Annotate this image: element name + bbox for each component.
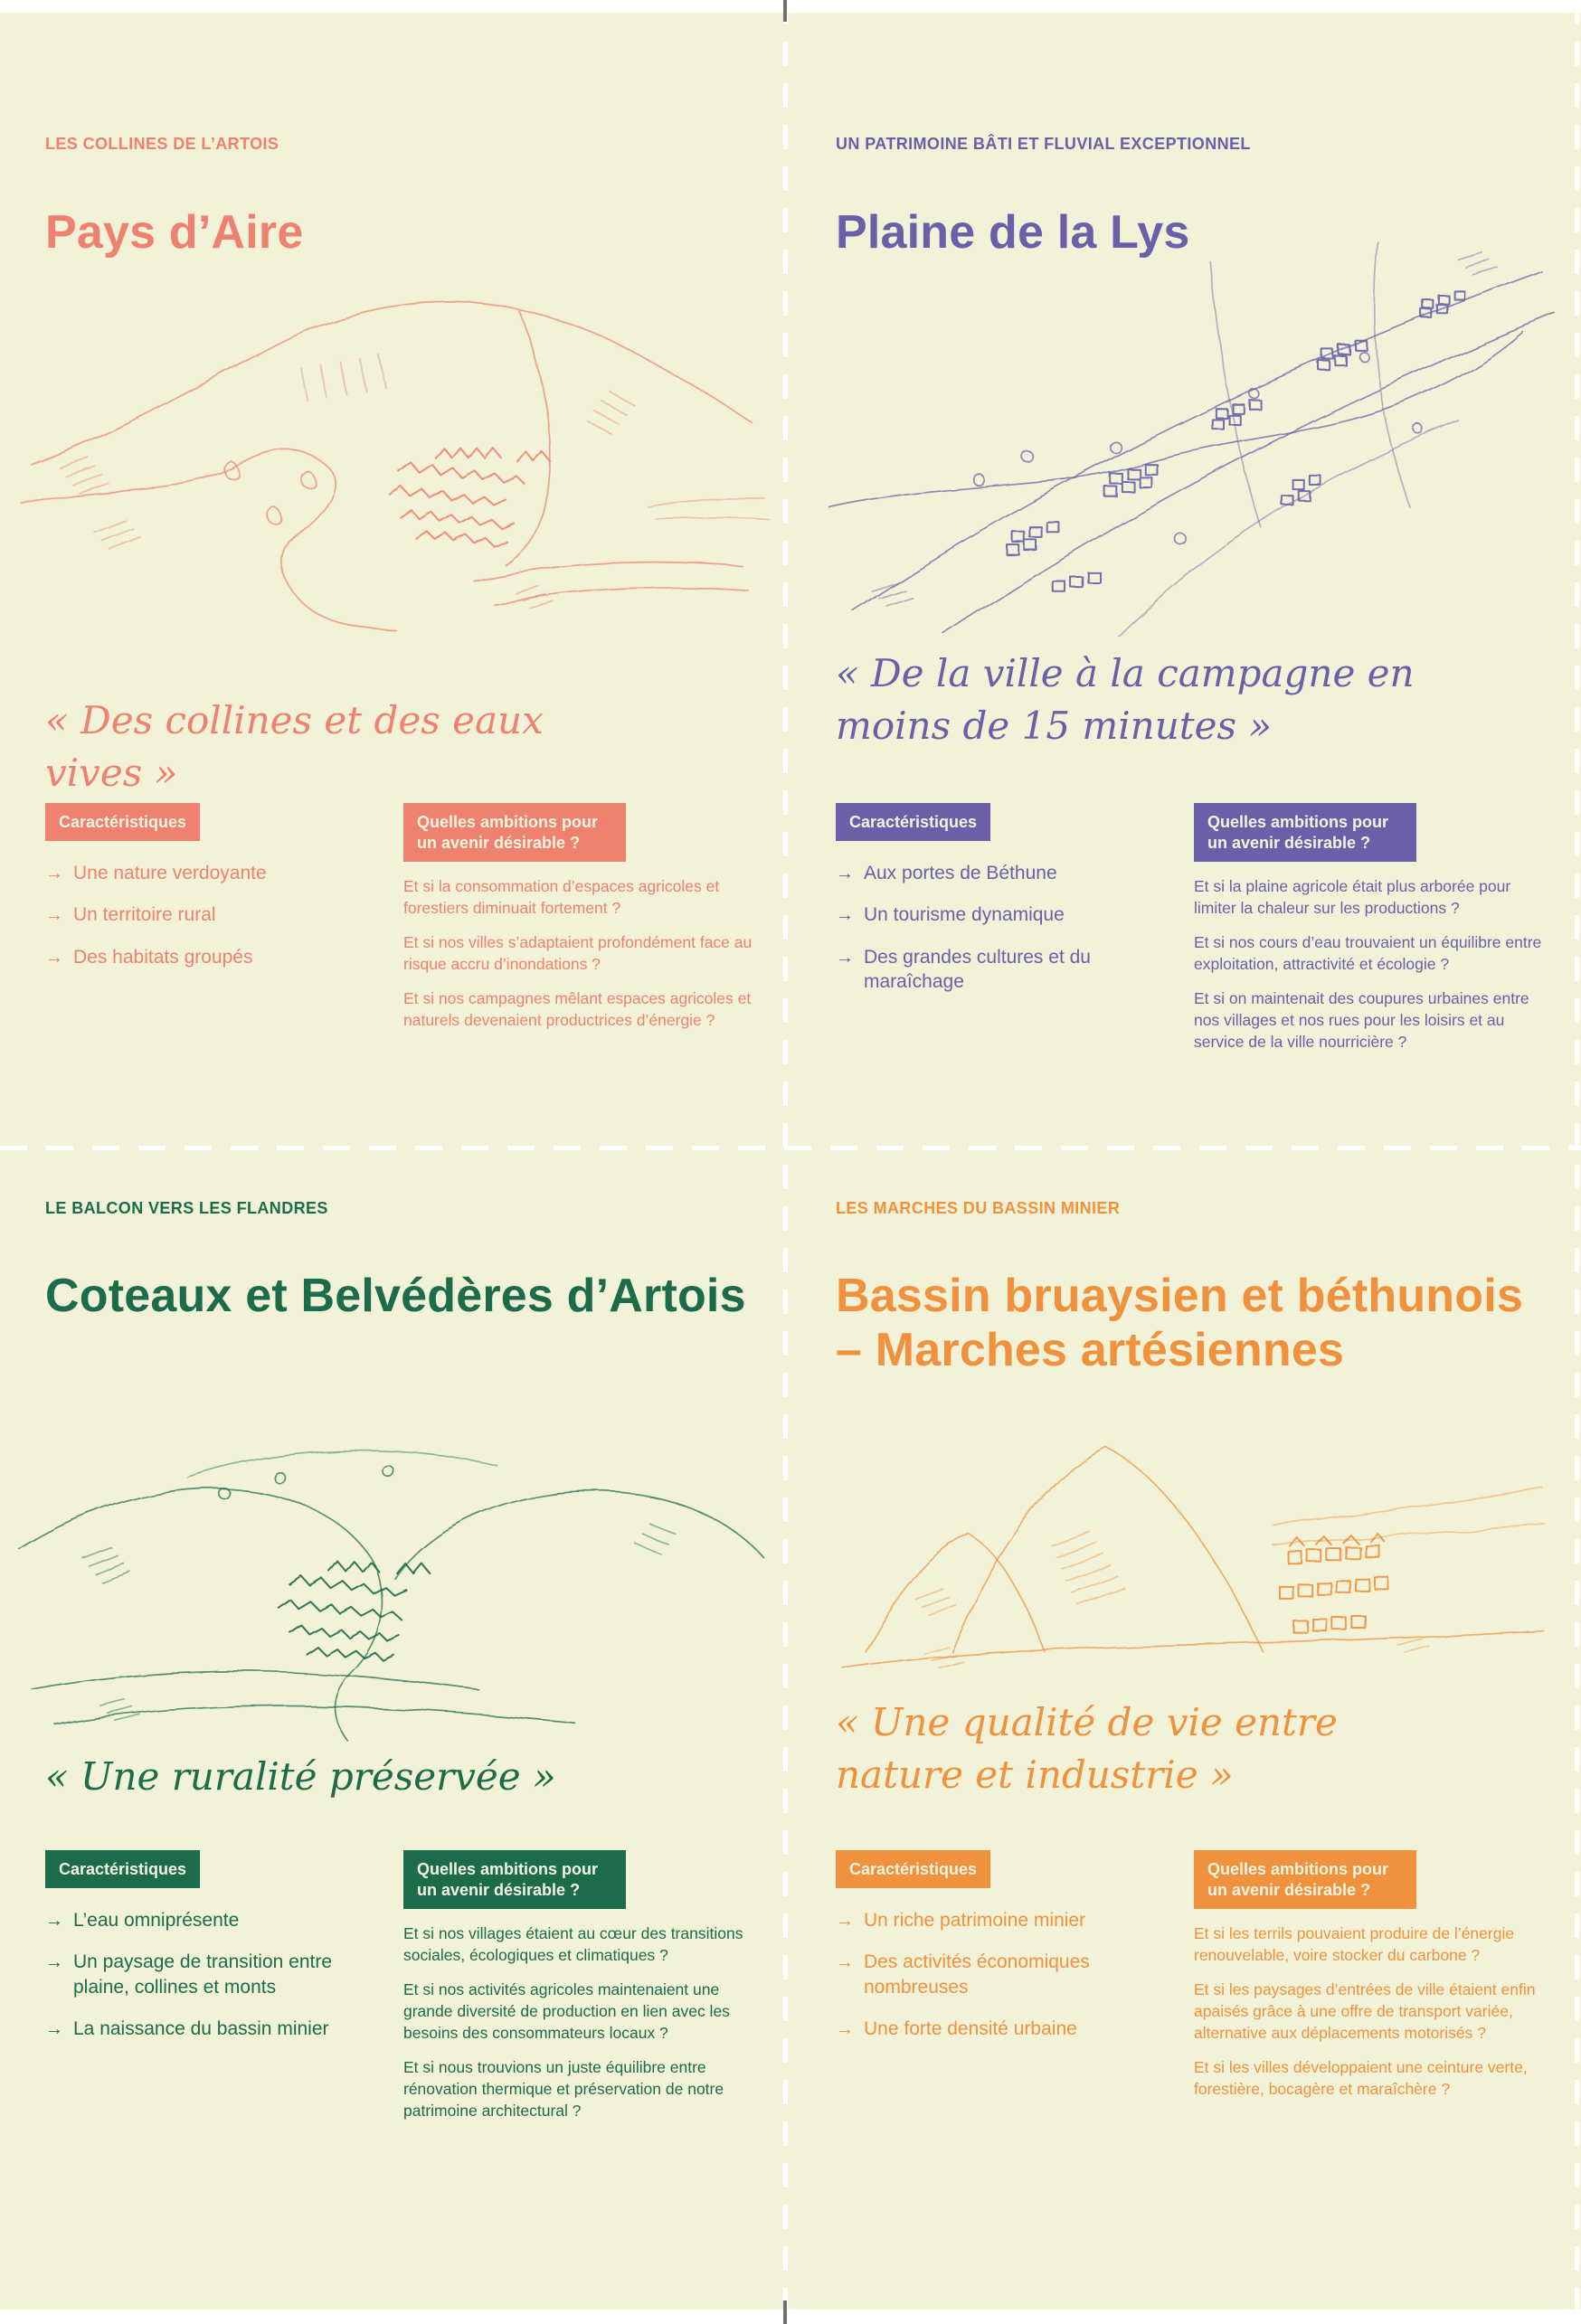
- ambitions-badge: Quelles ambitions pour un avenir désirable ?: [1194, 1850, 1416, 1909]
- list-item: → Un tourisme dynamique: [836, 904, 1065, 926]
- region-quote: « Des collines et des eaux vives »: [45, 698, 544, 795]
- kicker: UN PATRIMOINE BÂTI ET FLUVIAL EXCEPTIONNEL: [836, 135, 1251, 153]
- arrow-icon: →: [836, 1952, 854, 1973]
- quadrant-pays-d-aire: [0, 0, 790, 1147]
- ambitions-badge: Quelles ambitions pour un avenir désirable ?: [1194, 803, 1416, 862]
- region-title: Coteaux et Belvédères d’Artois: [45, 1269, 746, 1322]
- ambitions-badge: Quelles ambitions pour un avenir désirable ?: [403, 1850, 626, 1909]
- ambition-paragraph: Et si nos campagnes mêlant espaces agricoles et naturels devenaient productrices d’énergie ?: [403, 988, 752, 1029]
- list-item: → Des habitats groupés: [45, 946, 253, 968]
- ambitions-column: [403, 803, 756, 1044]
- region-title: Bassin bruaysien et béthunois – Marches artésiennes: [836, 1269, 1523, 1377]
- ambition-paragraph: Et si nous trouvions un juste équilibre entre rénovation thermique et préservation de notre patrimoine architectural ?: [403, 2057, 724, 2120]
- list-item: → La naissance du bassin minier: [45, 2017, 329, 2039]
- list-item: → Une nature verdoyante: [45, 863, 267, 884]
- list-item: → Un territoire rural: [45, 904, 216, 926]
- list-item: → Un paysage de transition entre plaine, collines et monts: [45, 1951, 333, 1998]
- right-edge-cut-dashed-line: [1575, 0, 1579, 2322]
- ambitions-column: [403, 1850, 756, 2135]
- arrow-icon: →: [45, 2018, 63, 2039]
- ambition-paragraph: Et si les paysages d’entrées de ville étaient enfin apaisés grâce à une offre de transport variée, alternative aux déplacements motorisés ?: [1194, 1980, 1536, 2042]
- characteristics-column: [45, 803, 378, 1044]
- arrow-icon: →: [45, 1952, 63, 1973]
- ambition-paragraph: Et si nos villages étaient au cœur des transitions sociales, écologiques et climatiques ?: [403, 1924, 743, 1965]
- crop-mark-bottom: [783, 2300, 787, 2324]
- vertical-cut-dashed-line: [783, 0, 788, 2322]
- ambition-paragraph: Et si nos villes s’adaptaient profondément face au risque accru d’inondations ?: [403, 933, 753, 973]
- characteristics-badge: Caractéristiques: [836, 803, 990, 841]
- arrow-icon: →: [836, 905, 854, 926]
- kicker: LES COLLINES DE L’ARTOIS: [45, 135, 279, 153]
- ambition-paragraph: Et si la plaine agricole était plus arborée pour limiter la chaleur sur les productions ?: [1194, 877, 1511, 918]
- list-item: → Un riche patrimoine minier: [836, 1910, 1086, 1932]
- crop-mark-top: [783, 0, 787, 22]
- ambitions-column: [1194, 803, 1547, 1066]
- region-quote: « Une qualité de vie entre nature et industrie »: [836, 1700, 1338, 1797]
- ambition-paragraph: Et si on maintenait des coupures urbaines entre nos villages et nos rues pour les loisirs et au service de la ville nourricière ?: [1194, 988, 1529, 1051]
- list-item: → L’eau omniprésente: [45, 1910, 240, 1932]
- ambitions-column: [1194, 1850, 1547, 2113]
- characteristics-list: [836, 861, 1169, 994]
- ambition-paragraph: Et si la consommation d’espaces agricoles et forestiers diminuait fortement ?: [403, 877, 720, 918]
- sketch-slag-heap-mining-town-illustration: [816, 1371, 1561, 1673]
- arrow-icon: →: [836, 864, 854, 884]
- characteristics-list: [836, 1908, 1169, 2041]
- arrow-icon: →: [45, 864, 63, 884]
- region-quote: « Une ruralité préservée »: [45, 1754, 556, 1799]
- quadrant-plaine-de-la-lys: [790, 0, 1581, 1147]
- arrow-icon: →: [836, 947, 854, 968]
- arrow-icon: →: [836, 2018, 854, 2039]
- region-title: Pays d’Aire: [45, 205, 304, 259]
- characteristics-badge: Caractéristiques: [45, 803, 200, 841]
- characteristics-badge: Caractéristiques: [45, 1850, 200, 1888]
- arrow-icon: →: [45, 905, 63, 926]
- kicker: LE BALCON VERS LES FLANDRES: [45, 1199, 328, 1217]
- kicker: LES MARCHES DU BASSIN MINIER: [836, 1199, 1121, 1217]
- sketch-hillside-village-illustration: [9, 231, 774, 635]
- characteristics-column: [45, 1850, 378, 2135]
- region-title: Plaine de la Lys: [836, 205, 1190, 259]
- quadrant-coteaux-et-belvederes: [0, 1147, 790, 2293]
- list-item: → Une forte densité urbaine: [836, 2017, 1077, 2039]
- list-item: → Des grandes cultures et du maraîchage: [836, 946, 1091, 992]
- characteristics-list: [45, 861, 378, 969]
- ambition-paragraph: Et si les terrils pouvaient produire de l’énergie renouvelable, voire stocker du carbone ?: [1194, 1924, 1515, 1965]
- characteristics-column: [836, 1850, 1169, 2113]
- arrow-icon: →: [45, 947, 63, 968]
- sketch-rolling-hills-village-illustration: [5, 1389, 771, 1745]
- ambition-paragraph: Et si les villes développaient une ceinture verte, forestière, bocagère et maraîchère ?: [1194, 2057, 1528, 2098]
- arrow-icon: →: [45, 1911, 63, 1932]
- list-item: → Aux portes de Béthune: [836, 863, 1057, 884]
- ambitions-badge: Quelles ambitions pour un avenir désirable ?: [403, 803, 626, 862]
- ambition-paragraph: Et si nos cours d’eau trouvaient un équilibre entre exploitation, attractivité et écologie ?: [1194, 933, 1542, 973]
- list-item: → Des activités économiques nombreuses: [836, 1951, 1090, 1998]
- quadrant-bassin-bruaysien: [790, 1147, 1581, 2293]
- characteristics-list: [45, 1908, 378, 2041]
- characteristics-column: [836, 803, 1169, 1066]
- arrow-icon: →: [836, 1911, 854, 1932]
- horizontal-cut-dashed-line: [0, 1146, 1581, 1150]
- characteristics-badge: Caractéristiques: [836, 1850, 990, 1888]
- region-quote: « De la ville à la campagne en moins de 15 minutes »: [836, 651, 1415, 748]
- ambition-paragraph: Et si nos activités agricoles maintenaient une grande diversité de production en lien avec les besoins des consommateurs locaux ?: [403, 1980, 730, 2042]
- sketch-aerial-plain-illustration: [816, 204, 1568, 637]
